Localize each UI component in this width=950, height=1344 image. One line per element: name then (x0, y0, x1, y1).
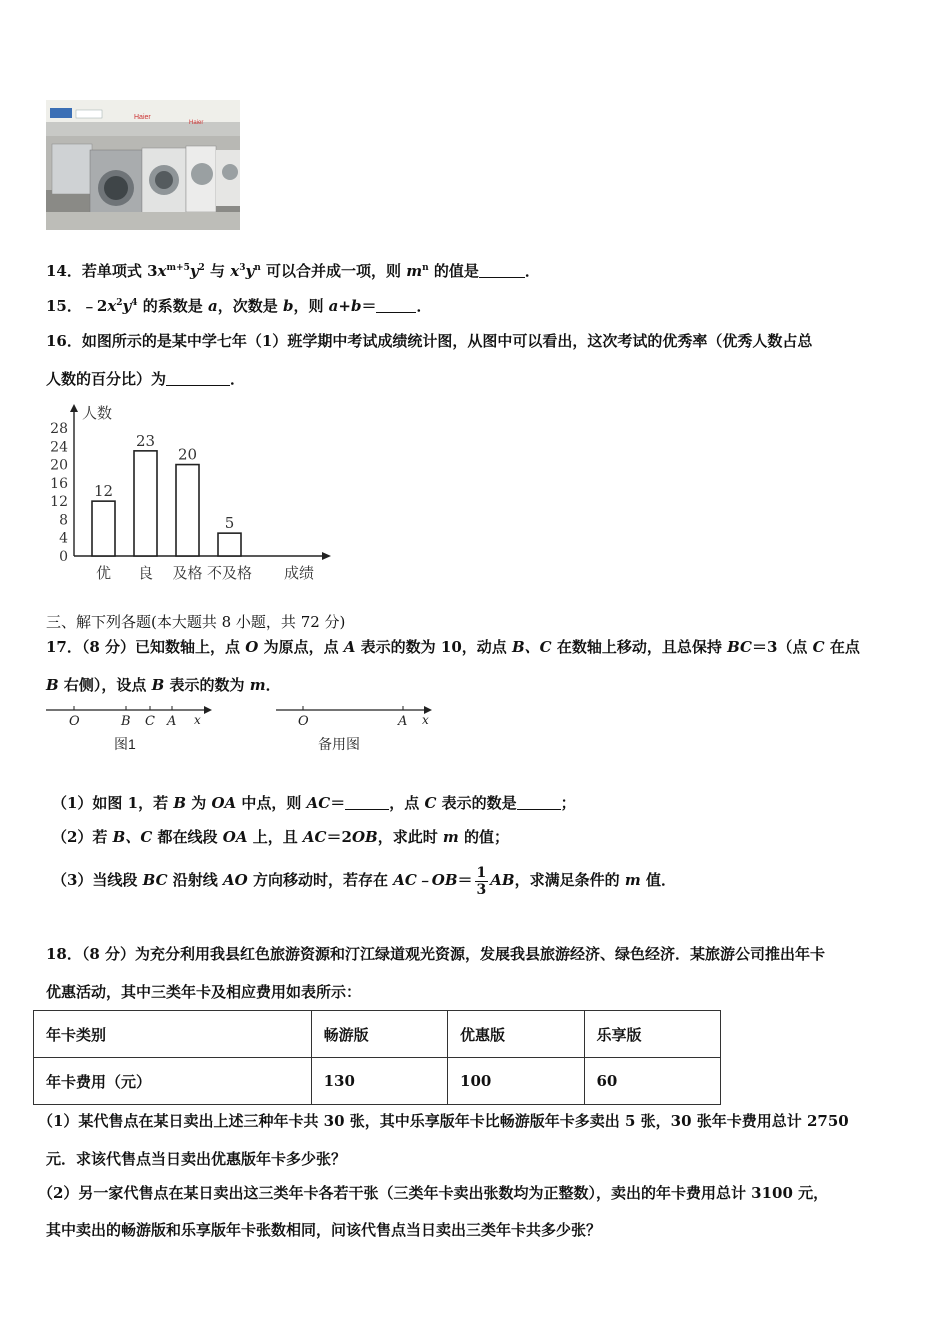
bar-value-label: 12 (93, 482, 114, 501)
question-14 (46, 260, 540, 281)
q17-var: B、C (112, 828, 153, 846)
section-title: 三、解下列各题(本大题共 8 小题，共 72 分) (46, 613, 346, 631)
q17-var: AO (223, 871, 248, 889)
q17-var: B (173, 794, 187, 812)
q17-var: BC (727, 638, 752, 656)
question-17-line1 (46, 636, 860, 657)
point-a-label: A (398, 714, 408, 729)
q17-text: ＝3（点 (751, 638, 813, 656)
q17-part-2 (52, 826, 509, 847)
q18-part-1-line1: （1）某代售点在某日卖出上述三种年卡共 30 张，其中乐享版年卡比畅游版年卡多卖出 5 张，30 张年卡费用总计 2750 (38, 1112, 849, 1130)
axis-x-label: x (194, 713, 201, 727)
figure-caption: 图1 (114, 736, 136, 752)
q14-var: m (406, 262, 423, 280)
fraction-denominator: 3 (476, 881, 487, 898)
q14-var: y (189, 262, 199, 280)
q17-text: ． (265, 676, 281, 694)
table-cell: 60 (584, 1058, 721, 1105)
table-cell: 100 (448, 1058, 584, 1105)
q17-var: m (442, 828, 459, 846)
q17-var: BC (142, 871, 168, 889)
q15-text: ＝ (361, 297, 377, 315)
q14-var: x (157, 262, 167, 280)
q17-var: B (151, 676, 165, 694)
q17-text: ＝ (457, 871, 473, 889)
q17-text: 的值； (458, 828, 510, 846)
q17-text: 表示的数是 (436, 794, 517, 812)
bar (92, 501, 115, 556)
q17-var: AC (302, 828, 327, 846)
q14-exp: 3 (239, 263, 246, 273)
q17-text: 方向移动时，若存在 (247, 871, 394, 889)
q15-var: a+b (328, 297, 362, 315)
q17-text: ； (560, 794, 576, 812)
q14-var: y (245, 262, 255, 280)
table-header-cell: 乐享版 (584, 1011, 721, 1058)
q17-text: ，求此时 (377, 828, 443, 846)
table-row (34, 1058, 721, 1105)
q15-var: a (207, 297, 218, 315)
axis-x-label: x (422, 713, 429, 727)
q15-exp: 4 (131, 298, 138, 308)
q14-exp: m+5 (166, 263, 190, 273)
q18-part-2-line2: 其中卖出的畅游版和乐享版年卡张数相同，问该代售点当日卖出三类年卡共多少张？ (46, 1221, 602, 1239)
fraction-one-third (475, 865, 489, 898)
bar (176, 465, 199, 556)
q17-text: 右侧），设点 (58, 676, 152, 694)
question-16-line1: 16．如图所示的是某中学七年（1）班学期中考试成绩统计图，从图中可以看出，这次考试的优秀率（优秀人数占总 (46, 332, 813, 350)
q18-part-1-line2: 元．求该代售点当日卖出优惠版年卡多少张？ (46, 1150, 347, 1168)
y-tick-label: 20 (50, 457, 68, 474)
q16-text: 人数的百分比）为 (46, 370, 167, 388)
brand-label-2: Haier (189, 120, 204, 126)
category-label: 不及格 (206, 564, 253, 582)
bar-value-label: 5 (224, 514, 235, 533)
q17-text: 为 (186, 794, 212, 812)
category-label: 及格 (172, 564, 203, 582)
q17-text: 在点 (824, 638, 860, 656)
bar (134, 451, 157, 556)
y-tick-label: 28 (50, 421, 68, 437)
y-axis-label: 人数 (82, 404, 113, 422)
q17-var: m (249, 676, 266, 694)
bar-value-label: 20 (177, 445, 198, 464)
answer-blank[interactable] (345, 795, 389, 810)
q17-var: AC (306, 794, 331, 812)
q17-text: 表示的数为 10，动点 (355, 638, 512, 656)
q15-text: ，则 (293, 297, 329, 315)
q17-text: （1）如图 1，若 (52, 794, 174, 812)
q17-text: 表示的数为 (164, 676, 250, 694)
bar-chart (46, 398, 336, 588)
q17-text: ＝2 (326, 828, 352, 846)
q15-number: 15． (46, 297, 82, 315)
q14-exp: n (422, 263, 429, 273)
table-header-row (34, 1011, 721, 1058)
q17-text: 上，且 (247, 828, 303, 846)
y-tick-label: 4 (59, 530, 68, 547)
q17-text: 为原点，点 (258, 638, 344, 656)
q17-text: 都在线段 (152, 828, 223, 846)
question-18-line2: 优惠活动，其中三类年卡及相应费用如表所示： (46, 983, 362, 1001)
q15-var: x (107, 297, 117, 315)
q18-part-2-line1: （2）另一家代售点在某日卖出这三类年卡各若干张（三类年卡卖出张数均为正整数），卖出的年卡费用总计 3100 元， (38, 1184, 829, 1202)
q17-var: OA (222, 828, 248, 846)
q17-text: 17．（8 分）已知数轴上，点 (46, 638, 246, 656)
q17-var: O (245, 638, 259, 656)
q14-end: ． (524, 262, 540, 280)
y-tick-label: 16 (50, 475, 68, 492)
q17-text: 沿射线 (167, 871, 224, 889)
q17-var: B、C (511, 638, 552, 656)
q17-part-1 (52, 792, 576, 813)
q15-exp: 2 (116, 298, 123, 308)
bar (218, 533, 241, 556)
q17-var: OA (211, 794, 237, 812)
q17-text: （3）当线段 (52, 871, 143, 889)
annual-card-fee-table (33, 1010, 721, 1105)
q17-text: 值． (640, 871, 676, 889)
figure-caption: 备用图 (318, 736, 360, 752)
answer-blank[interactable] (517, 795, 561, 810)
q15-end: ． (416, 297, 432, 315)
q14-text: 若单项式 3 (81, 262, 158, 280)
category-label: 良 (137, 564, 154, 582)
q17-text: ，求满足条件的 (514, 871, 625, 889)
q17-text: （2）若 (52, 828, 113, 846)
q17-var: AC﹣OB (393, 871, 458, 889)
q17-var: C (812, 638, 825, 656)
y-tick-label: 24 (50, 439, 68, 456)
category-label: 优 (95, 564, 112, 582)
table-cell: 年卡费用（元） (34, 1058, 312, 1105)
table-header-cell: 优惠版 (448, 1011, 584, 1058)
number-line-spare-figure (272, 700, 452, 756)
q17-var: A (343, 638, 356, 656)
answer-blank[interactable] (376, 298, 416, 313)
q17-text: ＝ (330, 794, 346, 812)
point-o-label: O (69, 714, 80, 729)
q17-var: B (46, 676, 59, 694)
bar-value-label: 23 (135, 431, 156, 450)
q14-text: 的值是 (428, 262, 479, 280)
brand-label-1: Haier (134, 114, 151, 121)
answer-blank[interactable] (479, 263, 525, 278)
q17-var: AB (490, 871, 515, 889)
point-c-label: C (145, 714, 155, 729)
q14-var: x (230, 262, 240, 280)
y-tick-label: 12 (50, 494, 68, 511)
q14-exp: n (254, 263, 261, 273)
y-tick-label: 8 (59, 512, 68, 529)
question-16-line2 (46, 368, 245, 389)
x-axis-label: 成绩 (284, 564, 315, 582)
table-header-cell: 畅游版 (311, 1011, 447, 1058)
question-18-line1: 18．（8 分）为充分利用我县红色旅游资源和汀江绿道观光资源，发展我县旅游经济、绿色经济．某旅游公司推出年卡 (46, 945, 826, 963)
x-axis-arrow (322, 552, 331, 560)
q14-exp: 2 (198, 263, 205, 273)
q17-var: C (424, 794, 437, 812)
q15-var: b (282, 297, 294, 315)
q14-text: 可以合并成一项，则 (260, 262, 407, 280)
answer-blank[interactable] (166, 371, 230, 386)
point-b-label: B (121, 714, 131, 729)
q17-text: 中点，则 (236, 794, 307, 812)
table-cell: 130 (311, 1058, 447, 1105)
table-header-cell: 年卡类别 (34, 1011, 312, 1058)
q17-text: 在数轴上移动，且总保持 (551, 638, 728, 656)
question-17-line2 (46, 674, 281, 695)
y-tick-label: 0 (59, 549, 68, 565)
point-o-label: O (298, 714, 309, 729)
washing-machine-photo (46, 100, 240, 230)
q17-text: ，点 (389, 794, 425, 812)
question-15 (46, 295, 431, 316)
q15-text: 的系数是 (137, 297, 208, 315)
q15-var: y (122, 297, 132, 315)
q14-number: 14． (46, 262, 82, 280)
q15-text: ﹣2 (81, 297, 108, 315)
number-line-figure-1 (44, 700, 264, 756)
q15-text: ，次数是 (217, 297, 283, 315)
fraction-numerator: 1 (476, 864, 487, 881)
q17-var: m (624, 871, 641, 889)
q16-end: ． (230, 370, 246, 388)
q17-part-3 (52, 860, 676, 900)
point-a-label: A (167, 714, 177, 729)
q14-text: 与 (204, 262, 231, 280)
q17-var: OB (351, 828, 378, 846)
y-axis-arrow (70, 404, 78, 412)
